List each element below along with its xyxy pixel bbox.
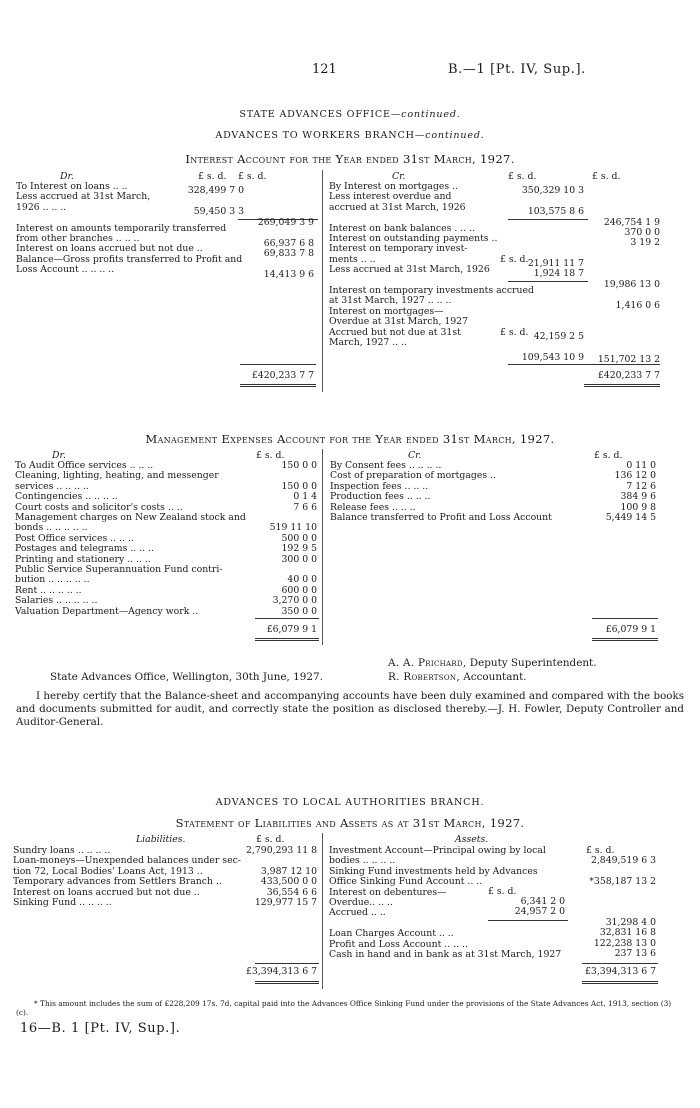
- page-number: 121: [312, 62, 337, 77]
- management-dr-amount: 40 0 0: [287, 574, 317, 586]
- assets-label: Assets.: [455, 834, 489, 845]
- interest-cr-line: Interest on temporary invest-: [329, 243, 468, 255]
- management-dr-lines: [15, 461, 246, 617]
- liability-line: Sinking Fund .. .. .. ..: [13, 897, 112, 909]
- asset-amount: 24,957 2 0: [514, 906, 565, 917]
- asset-line: Overdue.. .. ..: [329, 897, 393, 909]
- asset-amount: 237 13 6: [614, 948, 656, 960]
- interest-cr-line: By Interest on mortgages ..: [329, 181, 459, 192]
- management-cr-line: Cost of preparation of mortgages ..: [330, 470, 496, 482]
- management-dr-line: Post Office services .. .. ..: [15, 532, 134, 544]
- local-authorities-branch-title: ADVANCES TO LOCAL AUTHORITIES BRANCH.: [215, 797, 485, 808]
- interest-dr-amount: 269,049 3 9: [257, 217, 314, 228]
- interest-cr-amount: 370 0 0: [624, 227, 660, 238]
- management-dr-line: Contingencies .. .. .. ..: [15, 491, 118, 503]
- place-date: State Advances Office, Wellington, 30th June, 1927.: [50, 671, 323, 683]
- interest-cr-line: Less interest overdue and: [329, 191, 452, 203]
- asset-amount: 6,341 2 0: [520, 896, 565, 907]
- management-cr-amount: 7 12 6: [626, 480, 656, 492]
- asset-amount: 32,831 16 8: [599, 927, 656, 939]
- management-dr-money-header: £ s. d.: [256, 450, 285, 461]
- management-dr-amount: 0 1 4: [293, 491, 317, 503]
- asset-line: Office Sinking Fund Account .. ..: [329, 876, 483, 888]
- management-dr-line: Management charges on New Zealand stock and: [15, 512, 246, 524]
- management-dr-line: Court costs and solicitor's costs .. ..: [15, 501, 183, 513]
- management-cr-money-header: £ s. d.: [594, 450, 623, 461]
- interest-dr-inner-money-header: £ s. d.: [198, 171, 227, 182]
- management-dr-line: To Audit Office services .. .. ..: [15, 460, 154, 471]
- interest-dr-line: To Interest on loans .. ..: [16, 181, 128, 192]
- interest-cr-amount: 19,986 13 0: [603, 279, 660, 290]
- interest-cr-total: £420,233 7 7: [597, 370, 660, 381]
- interest-cr-line: Interest on bank balances . .. ..: [329, 222, 476, 234]
- liability-line: tion 72, Local Bodies' Loans Act, 1913 ..: [13, 865, 203, 877]
- asset-line: bodies .. .. .. ..: [329, 855, 396, 867]
- interest-cr-line: at 31st March, 1927 .. .. ..: [329, 295, 452, 307]
- management-cr-line: Production fees .. .. ..: [330, 491, 431, 503]
- interest-cr-amount: 103,575 8 6: [527, 206, 584, 217]
- interest-dr-money-header: £ s. d.: [238, 171, 267, 182]
- management-cr-line: Inspection fees .. .. ..: [330, 480, 429, 492]
- management-cr-line: Release fees .. .. ..: [330, 501, 416, 513]
- liability-amount: 129,977 15 7: [254, 897, 317, 909]
- interest-cr-amount: 42,159 2 5: [533, 331, 584, 342]
- interest-cr-line: ments .. ..: [329, 253, 376, 265]
- management-dr-amount: 3,270 0 0: [272, 595, 317, 607]
- asset-line: Interest on debentures—: [329, 886, 447, 898]
- management-dr-line: Valuation Department—Agency work ..: [15, 605, 199, 617]
- management-dr-amount: 350 0 0: [281, 605, 317, 617]
- interest-cr-label: Cr.: [392, 171, 406, 182]
- interest-cr-amount: 3 19 2: [630, 237, 660, 248]
- management-cr-amounts: [606, 461, 656, 523]
- interest-cr-amount: 1,924 18 7: [533, 268, 584, 279]
- interest-dr-amount: 59,450 3 3: [193, 206, 244, 217]
- signature-superintendent: A. A. Prichard, Deputy Superintendent.: [388, 657, 597, 669]
- interest-dr-amount: 14,413 9 6: [263, 269, 314, 280]
- management-cr-amount: 136 12 0: [614, 470, 656, 482]
- management-cr-amount: 5,449 14 5: [605, 512, 656, 524]
- management-dr-amount: 150 0 0: [281, 460, 317, 471]
- asset-line: Sinking Fund investments held by Advances: [329, 865, 538, 877]
- management-cr-line: By Consent fees .. .. .. ..: [330, 460, 442, 471]
- interest-cr-line: Accrued but not due at 31st: [329, 326, 461, 338]
- interest-cr-amount: 246,754 1 9: [603, 217, 660, 228]
- interest-cr-amount: 109,543 10 9: [521, 352, 584, 363]
- management-cr-total: £6,079 9 1: [605, 624, 656, 635]
- interest-dr-line: Loss Account .. .. .. ..: [16, 264, 115, 276]
- management-cr-label: Cr.: [408, 450, 422, 461]
- management-dr-line: bution .. .. .. .. ..: [15, 574, 90, 586]
- footer-reference: 16—B. 1 [Pt. IV, Sup.].: [20, 1021, 181, 1036]
- interest-dr-line: from other branches .. .. ..: [16, 233, 140, 245]
- management-dr-amounts: [270, 461, 317, 617]
- management-dr-line: bonds .. .. .. .. ..: [15, 522, 88, 534]
- interest-dr-amount: 328,499 7 0: [187, 185, 244, 196]
- management-cr-amount: 0 11 0: [626, 460, 656, 471]
- interest-cr-line: Overdue at 31st March, 1927: [329, 316, 469, 328]
- interest-dr-line: Less accrued at 31st March,: [16, 191, 151, 203]
- liabilities-money-header: £ s. d.: [256, 834, 285, 845]
- management-dr-total: £6,079 9 1: [266, 624, 317, 635]
- asset-amount: 122,238 13 0: [593, 937, 656, 949]
- management-dr-line: Postages and telegrams .. .. ..: [15, 543, 154, 555]
- assets-money-header: £ s. d.: [586, 845, 615, 856]
- liability-amount: 36,554 6 6: [266, 886, 317, 898]
- liability-amount: 2,790,293 11 8: [246, 845, 317, 856]
- asset-line: Cash in hand and in bank as at 31st March, 1927: [329, 949, 562, 961]
- management-account-title: Management Expenses Account for the Year ended 31st March, 1927.: [145, 432, 555, 446]
- management-cr-lines: [330, 461, 552, 523]
- interest-cr-amount: 151,702 13 2: [597, 354, 660, 365]
- liability-amount: 433,500 0 0: [260, 876, 317, 888]
- assets-total: £3,394,313 6 7: [585, 966, 656, 977]
- liabilities-label: Liabilities.: [136, 834, 186, 845]
- interest-cr-line: accrued at 31st March, 1926: [329, 201, 466, 213]
- management-dr-amount: 519 11 10: [269, 522, 317, 534]
- management-dr-amount: 300 0 0: [281, 553, 317, 565]
- statement-title: Statement of Liabilities and Assets as at 31st March, 1927.: [175, 816, 525, 830]
- liabilities-amounts: [246, 846, 317, 908]
- management-dr-line: Printing and stationery .. .. ..: [15, 553, 151, 565]
- interest-dr-total: £420,233 7 7: [251, 370, 314, 381]
- asset-line: Loan Charges Account .. ..: [329, 928, 454, 940]
- audit-certificate: I hereby certify that the Balance-sheet and accompanying accounts have been duly examined and compared with the books and documents submitted for audit, and correctly state the position as disclosed thereby.—J. H. Fowler, Deputy Controller and Auditor-General.: [16, 690, 684, 728]
- interest-cr-amount: 21,911 11 7: [527, 258, 584, 269]
- interest-account-title: Interest Account for the Year ended 31st March, 1927.: [185, 152, 515, 166]
- asset-amount: 2,849,519 6 3: [590, 855, 656, 866]
- management-dr-amount: 7 6 6: [293, 501, 317, 513]
- management-dr-amount: 192 9 5: [281, 543, 317, 555]
- management-cr-amount: 100 9 8: [620, 501, 656, 513]
- management-dr-amount: 600 0 0: [281, 584, 317, 596]
- interest-dr-label: Dr.: [60, 171, 74, 182]
- interest-dr-amount: 66,937 6 8: [263, 238, 314, 249]
- interest-cr-line: Interest on outstanding payments ..: [329, 233, 498, 245]
- asset-amount: 31,298 4 0: [605, 917, 656, 928]
- office-title: STATE ADVANCES OFFICE—continued.: [239, 109, 461, 120]
- liability-amount: 3,987 12 10: [260, 865, 317, 877]
- management-dr-line: Public Service Superannuation Fund contri-: [15, 564, 223, 576]
- liability-line: Temporary advances from Settlers Branch ..: [13, 876, 222, 888]
- asset-amounts: [594, 918, 656, 960]
- liabilities-total: £3,394,313 6 7: [246, 966, 317, 977]
- asset-line: Profit and Loss Account .. .. ..: [329, 938, 468, 950]
- asset-amount: *358,187 13 2: [589, 876, 656, 887]
- interest-dr-line: 1926 .. .. ..: [16, 201, 67, 213]
- footnote: * This amount includes the sum of £228,209 17s. 7d. capital paid into the Advances Office Sinking Fund under the provisions of the State Advances Act, 1913, section (3) (c).: [16, 999, 672, 1018]
- interest-cr-money-header: £ s. d.: [592, 171, 621, 182]
- interest-cr-amount: 1,416 0 6: [615, 300, 660, 311]
- interest-cr-line: Interest on mortgages—: [329, 305, 444, 317]
- interest-cr-line: Less accrued at 31st March, 1926: [329, 264, 490, 276]
- management-dr-line: Salaries .. .. .. .. ..: [15, 595, 98, 607]
- page-reference: B.—1 [Pt. IV, Sup.].: [448, 62, 586, 77]
- interest-cr-inner-money-header: £ s. d.: [508, 171, 537, 182]
- branch-title: ADVANCES TO WORKERS BRANCH—continued.: [215, 130, 485, 141]
- management-dr-line: Cleaning, lighting, heating, and messenger: [15, 470, 219, 482]
- asset-line: Accrued .. ..: [329, 907, 386, 919]
- interest-cr-inner-subheader: £ s. d.: [500, 327, 529, 338]
- liabilities-lines: [13, 846, 241, 908]
- interest-cr-amount: 350,329 10 3: [521, 185, 584, 196]
- management-dr-line: services .. .. .. ..: [15, 480, 89, 492]
- interest-dr-line: Interest on loans accrued but not due ..: [16, 243, 203, 255]
- interest-dr-line: Balance—Gross profits transferred to Profit and: [16, 253, 243, 265]
- management-dr-amount: 150 0 0: [281, 480, 317, 492]
- management-dr-line: Rent .. .. .. .. ..: [15, 584, 82, 596]
- interest-cr-inner-subheader: £ s. d.: [500, 254, 529, 265]
- interest-dr-amount: 69,833 7 8: [263, 248, 314, 259]
- management-dr-amount: 500 0 0: [281, 532, 317, 544]
- asset-inner-money-header: £ s. d.: [488, 886, 517, 897]
- liability-line: Loan-moneys—Unexpended balances under sec-: [13, 855, 241, 867]
- management-dr-label: Dr.: [52, 450, 66, 461]
- management-cr-line: Balance transferred to Profit and Loss Account: [330, 512, 552, 524]
- interest-dr-line: Interest on amounts temporarily transferred: [16, 222, 227, 234]
- liability-line: Sundry loans .. .. .. ..: [13, 845, 111, 856]
- liability-line: Interest on loans accrued but not due ..: [13, 886, 200, 898]
- interest-cr-line: March, 1927 .. ..: [329, 337, 408, 349]
- interest-cr-line: Interest on temporary investments accrued: [329, 285, 534, 297]
- asset-line: Investment Account—Principal owing by local: [329, 845, 546, 856]
- management-cr-amount: 384 9 6: [620, 491, 656, 503]
- signature-accountant: R. Robertson, Accountant.: [388, 671, 527, 683]
